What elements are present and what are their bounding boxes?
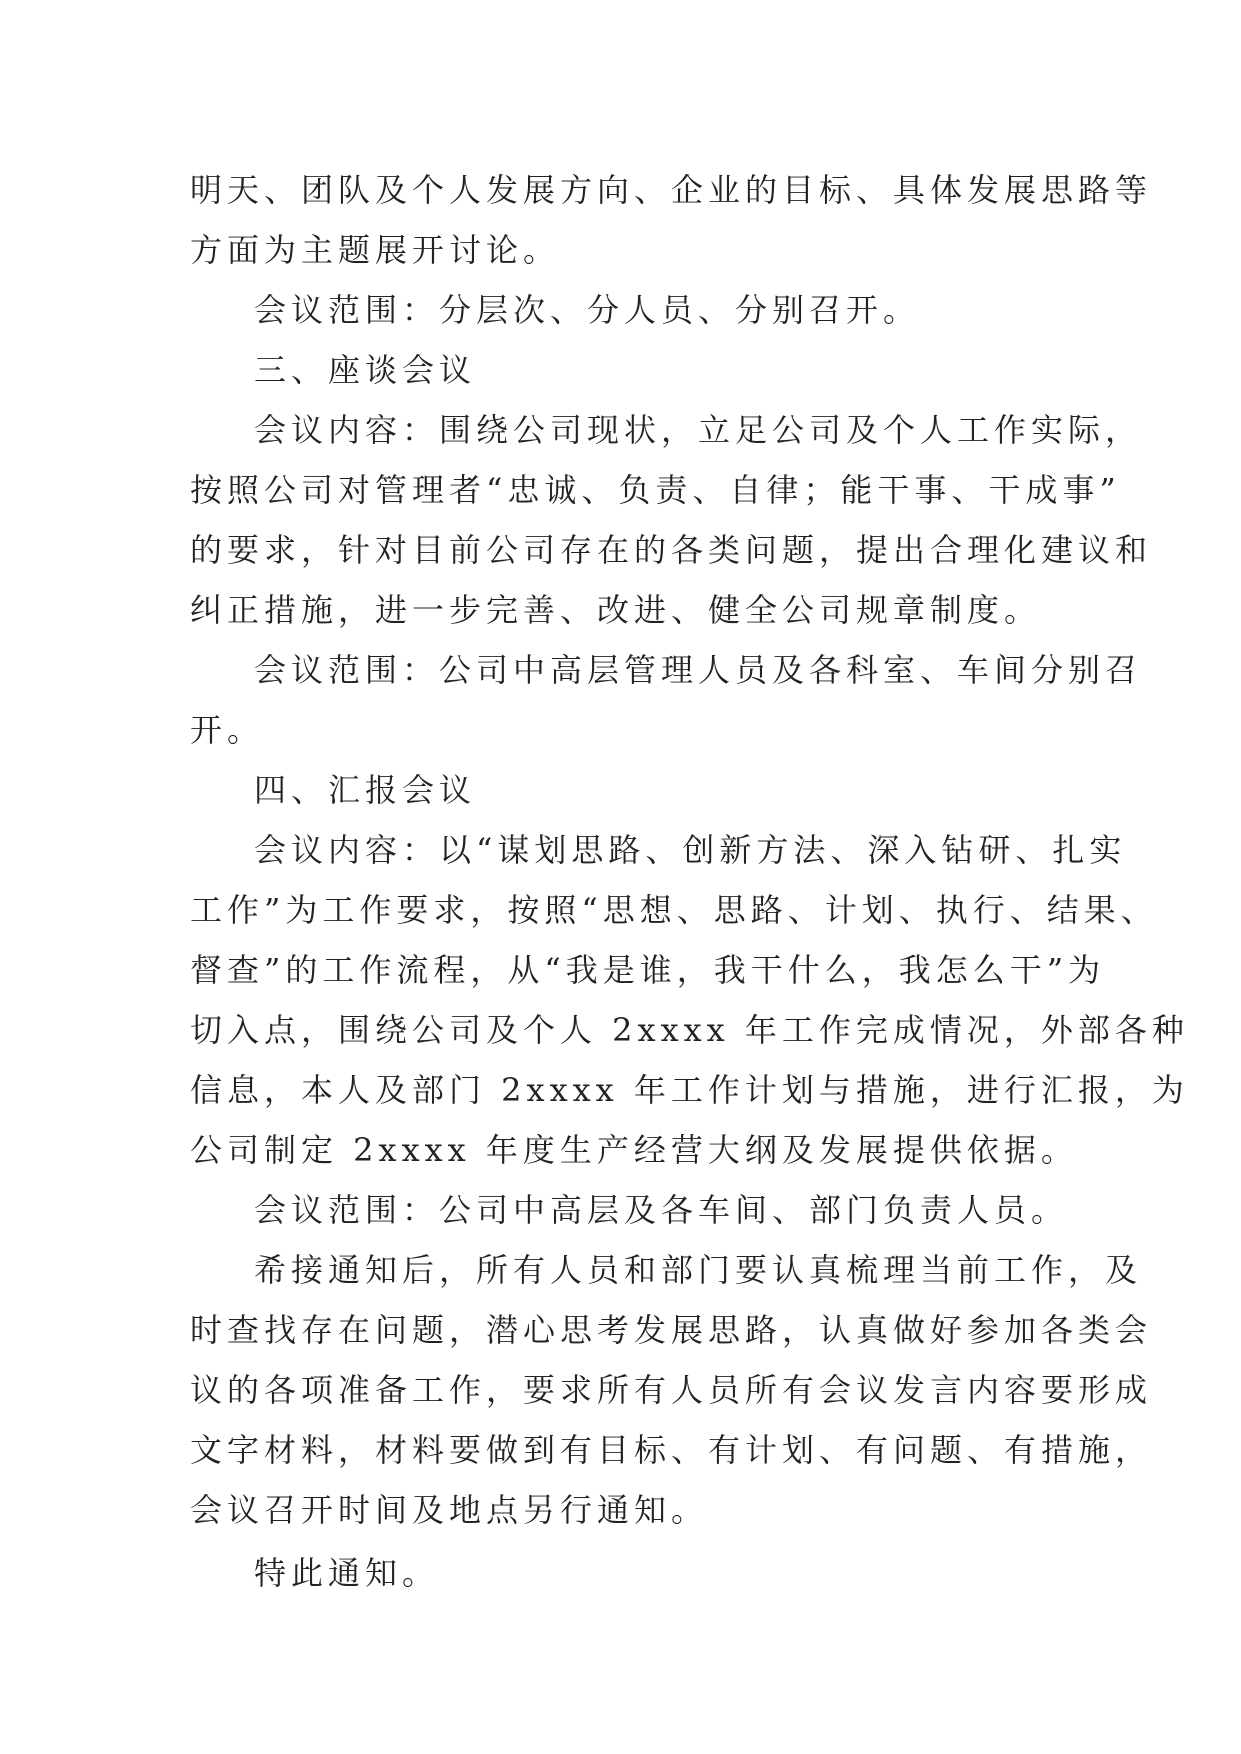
section-heading: 三、座谈会议 [254,351,477,389]
text-line: 明天、团队及个人发展方向、企业的目标、具体发展思路等 [190,171,1153,209]
text-line: 纠正措施，进一步完善、改进、健全公司规章制度。 [190,591,1042,629]
text-line: 会议内容：围绕公司现状，立足公司及个人工作实际， [254,411,1143,449]
text-line: 按照公司对管理者“忠诚、负责、自律；能干事、干成事” [190,471,1121,509]
text-line: 会议内容：以“谋划思路、创新方法、深入钻研、扎实 [254,831,1127,869]
section-heading: 四、汇报会议 [254,771,477,809]
text-line: 时查找存在问题，潜心思考发展思路，认真做好参加各类会 [190,1311,1153,1349]
text-line: 希接通知后，所有人员和部门要认真梳理当前工作，及 [254,1251,1143,1289]
text-line: 会议范围：公司中高层管理人员及各科室、车间分别召 [254,651,1143,689]
text-line: 会议范围：公司中高层及各车间、部门负责人员。 [254,1191,1069,1229]
text-line: 开。 [190,711,265,749]
text-line: 切入点，围绕公司及个人 2xxxx 年工作完成情况，外部各种 [190,1011,1189,1049]
text-line: 会议范围：分层次、分人员、分别召开。 [254,291,921,329]
text-line: 的要求，针对目前公司存在的各类问题，提出合理化建议和 [190,531,1153,569]
text-line: 方面为主题展开讨论。 [190,231,561,269]
text-line: 议的各项准备工作，要求所有人员所有会议发言内容要形成 [190,1371,1153,1409]
text-line: 会议召开时间及地点另行通知。 [190,1491,709,1529]
text-line: 文字材料，材料要做到有目标、有计划、有问题、有措施， [190,1431,1153,1469]
text-line: 督查”的工作流程，从“我是谁，我干什么，我怎么干”为 [190,951,1106,989]
closing-line: 特此通知。 [254,1554,440,1592]
text-line: 工作”为工作要求，按照“思想、思路、计划、执行、结果、 [190,891,1158,929]
text-line: 信息，本人及部门 2xxxx 年工作计划与措施，进行汇报，为 [190,1071,1189,1109]
text-line: 公司制定 2xxxx 年度生产经营大纲及发展提供依据。 [190,1131,1078,1169]
